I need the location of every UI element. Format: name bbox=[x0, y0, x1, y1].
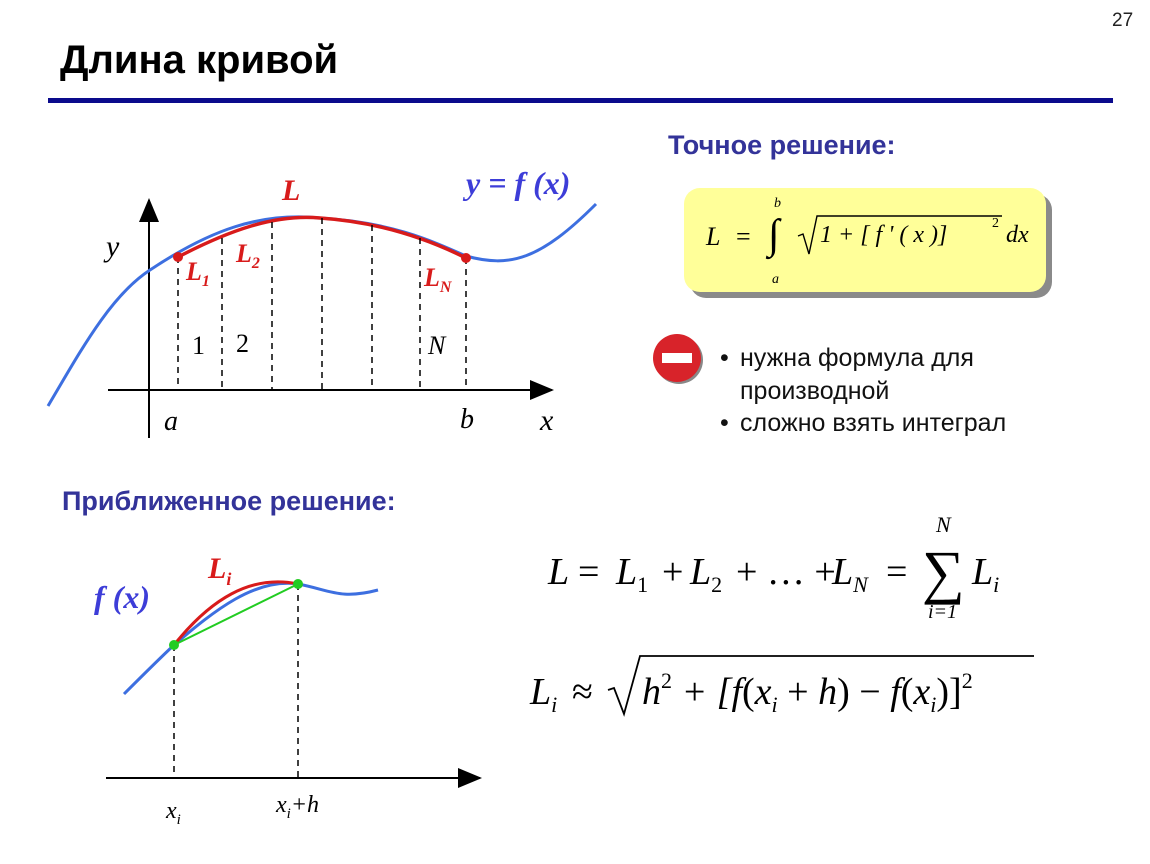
svg-text:+: + bbox=[662, 551, 684, 593]
sum-formula bbox=[547, 512, 999, 623]
sum-upper-limit: N bbox=[936, 512, 951, 537]
integral-lower-limit: a bbox=[772, 272, 779, 287]
formula-eq: = bbox=[736, 222, 751, 251]
curve-length-label: L bbox=[282, 174, 301, 207]
svg-text:=: = bbox=[578, 551, 600, 593]
interval-label-2: 2 bbox=[236, 329, 249, 358]
sum-lower-limit: i=1 bbox=[928, 601, 958, 623]
slide-number: 27 bbox=[1112, 10, 1134, 31]
top-diagram bbox=[48, 165, 596, 438]
segment-length-formula bbox=[529, 656, 1034, 717]
slide-title: Длина кривой bbox=[60, 38, 339, 82]
svg-text:≈: ≈ bbox=[572, 671, 593, 713]
svg-text:LN: $L_N$ bbox=[832, 551, 868, 597]
bullet-text: сложно взять интеграл bbox=[740, 409, 1007, 437]
exact-solution-heading: Точное решение: bbox=[668, 130, 896, 160]
function-label: y = f (x) bbox=[466, 165, 571, 201]
list-item: • нужна формула для производной bbox=[720, 342, 1070, 407]
formula-dx: dx bbox=[1006, 222, 1029, 248]
integral-sign: ∫ bbox=[768, 212, 780, 258]
svg-text:+ … +: + … + bbox=[736, 551, 836, 593]
arc-start-point bbox=[173, 252, 183, 262]
formula-power: 2 bbox=[992, 216, 999, 231]
formula-lhs: L bbox=[706, 222, 721, 251]
svg-text:h2 + [f(xi + h) − f(xi)]2: $h^2 + [f(x_i + h) - f(x_i)]^2$ bbox=[642, 668, 973, 717]
arc-end-point bbox=[461, 253, 471, 263]
b-label: b bbox=[460, 404, 474, 435]
svg-text:L1: $L_1$ bbox=[616, 551, 649, 597]
interval-label-n: N bbox=[428, 331, 446, 360]
interval-label-1: 1 bbox=[192, 331, 205, 360]
approx-solution-heading: Приближенное решение: bbox=[62, 486, 396, 516]
svg-text:Li: $L_i$ bbox=[530, 671, 558, 717]
bottom-diagram bbox=[94, 552, 480, 828]
bullet-text: нужна формула для производной bbox=[740, 344, 974, 405]
xi-label: $x_i$ bbox=[166, 798, 181, 828]
segment-label-1: $L_1$ bbox=[186, 257, 210, 290]
integral-upper-limit: b bbox=[774, 196, 781, 211]
svg-text:L: L bbox=[548, 551, 570, 593]
chord-start-point bbox=[169, 640, 179, 650]
svg-text:=: = bbox=[886, 551, 908, 593]
svg-text:∑: ∑ bbox=[922, 539, 965, 605]
chord-end-point bbox=[293, 579, 303, 589]
svg-text:Li: $L_i$ bbox=[972, 551, 1000, 597]
list-item: • сложно взять интеграл bbox=[720, 409, 1007, 437]
xih-label: $x_i+h$ bbox=[276, 792, 320, 822]
y-axis-label: y bbox=[106, 230, 120, 263]
formula-radicand: 1 + [ f ' ( x )] bbox=[820, 222, 948, 248]
li-label: $L_i$ bbox=[208, 552, 232, 589]
segment-label-n: $L_N$ bbox=[424, 263, 452, 296]
svg-text:L2: $L_2$ bbox=[690, 551, 723, 597]
division-lines bbox=[178, 218, 466, 390]
bottom-function-curve bbox=[124, 583, 378, 694]
bottom-function-label: f (x) bbox=[94, 579, 150, 615]
a-label: a bbox=[164, 406, 178, 437]
x-axis-label: x bbox=[540, 404, 554, 437]
segment-label-2: $L_2$ bbox=[236, 239, 260, 272]
